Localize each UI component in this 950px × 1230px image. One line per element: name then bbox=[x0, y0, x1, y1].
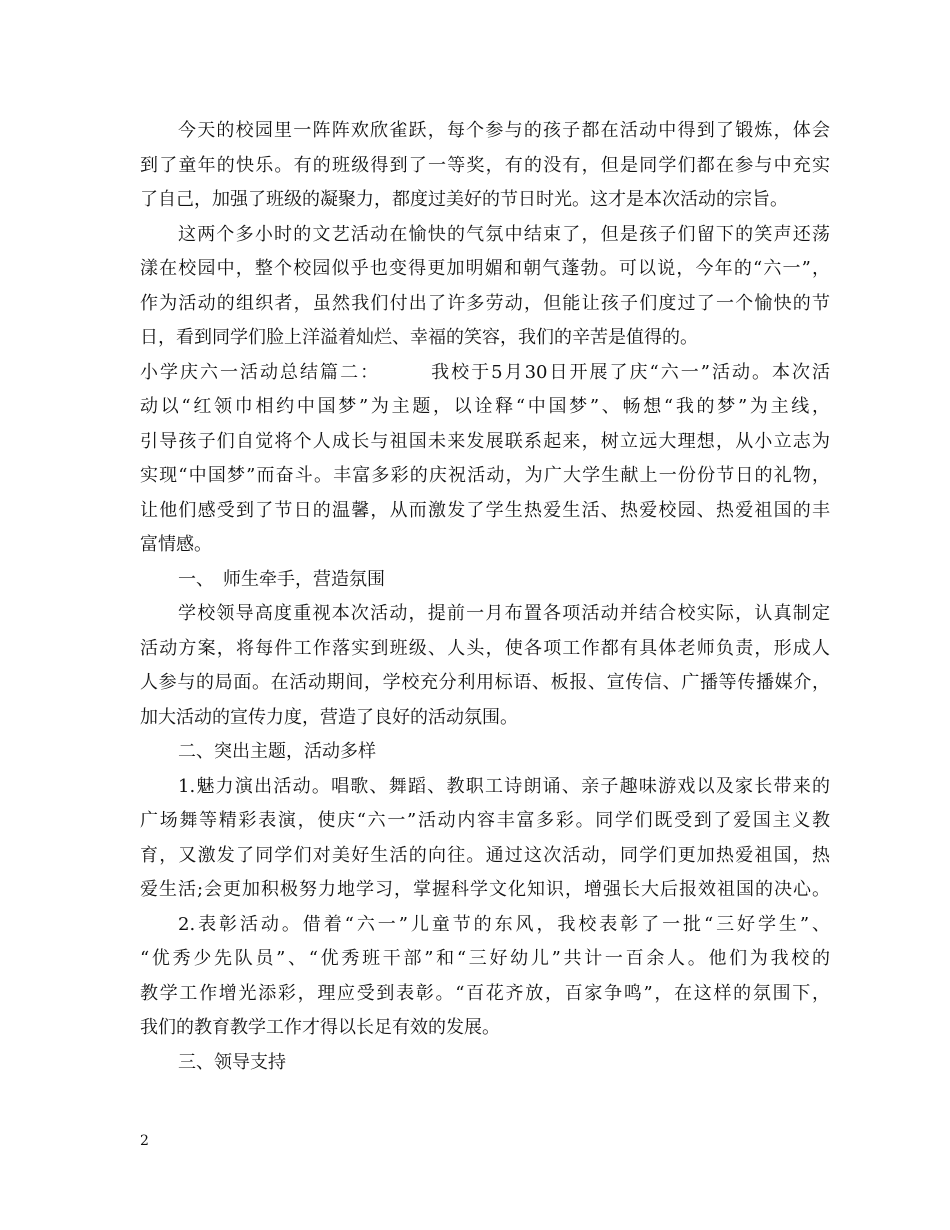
text-line: 活动方案，将每件工作落实到班级、人头，使各项工作都有具体老师负责，形成人 bbox=[140, 637, 830, 659]
text-line: 动以“红领巾相约中国梦”为主题，以诠释“中国梦”、畅想“我的梦”为主线， bbox=[140, 396, 830, 417]
text-line: 人参与的局面。在活动期间，学校充分利用标语、板报、宣传信、广播等传播媒介， bbox=[140, 672, 830, 693]
text-line: 漾在校园中，整个校园似乎也变得更加明媚和朝气蓬勃。可以说，今年的“六一”， bbox=[140, 258, 830, 279]
text-line: 这两个多小时的文艺活动在愉快的气氛中结束了，但是孩子们留下的笑声还荡 bbox=[178, 223, 830, 245]
text-line: 让他们感受到了节日的温馨，从而激发了学生热爱生活、热爱校园、热爱祖国的丰 bbox=[140, 499, 830, 521]
text-line: 一、 师生牵手，营造氛围 bbox=[178, 568, 385, 590]
text-line: 学校领导高度重视本次活动，提前一月布置各项活动并结合校实际，认真制定 bbox=[178, 603, 830, 624]
text-line: 广场舞等精彩表演，使庆“六一”活动内容丰富多彩。同学们既受到了爱国主义教 bbox=[140, 810, 830, 831]
text-line: 到了童年的快乐。有的班级得到了一等奖，有的没有，但是同学们都在参与中充实 bbox=[140, 154, 830, 176]
text-line: 日，看到同学们脸上洋溢着灿烂、幸福的笑容，我们的辛苦是值得的。 bbox=[140, 327, 698, 348]
text-line: 爱生活;会更加积极努力地学习，掌握科学文化知识，增强长大后报效祖国的决心。 bbox=[140, 879, 830, 900]
text-line: 2.表彰活动。借着“六一”儿童节的东风，我校表彰了一批“三好学生”、 bbox=[178, 913, 830, 935]
text-line: 加大活动的宣传力度，营造了良好的活动氛围。 bbox=[140, 706, 518, 728]
text-line: “优秀少先队员”、“优秀班干部”和“三好幼儿”共计一百余人。他们为我校的 bbox=[140, 948, 830, 969]
text-line: 二、突出主题，活动多样 bbox=[178, 741, 376, 762]
text-line: 三、领导支持 bbox=[178, 1051, 286, 1073]
document-body bbox=[140, 114, 830, 1080]
text-line: 引导孩子们自觉将个人成长与祖国未来发展联系起来，树立远大理想，从小立志为 bbox=[140, 430, 830, 452]
text-line: 1.魅力演出活动。唱歌、舞蹈、教职工诗朗诵、亲子趣味游戏以及家长带来的 bbox=[178, 775, 830, 797]
text-line: 了自己，加强了班级的凝聚力，都度过美好的节日时光。这才是本次活动的宗旨。 bbox=[140, 189, 788, 210]
page-number: 2 bbox=[140, 1133, 149, 1149]
text-line: 富情感。 bbox=[140, 534, 212, 555]
text-line: 我们的教育教学工作才得以长足有效的发展。 bbox=[140, 1017, 500, 1038]
text-line: 今天的校园里一阵阵欢欣雀跃，每个参与的孩子都在活动中得到了锻炼，体会 bbox=[178, 120, 830, 141]
text-line: 实现“中国梦”而奋斗。丰富多彩的庆祝活动，为广大学生献上一份份节日的礼物， bbox=[140, 465, 830, 486]
text-line: 作为活动的组织者，虽然我们付出了许多劳动，但能让孩子们度过了一个愉快的节 bbox=[140, 292, 830, 314]
text-line: 教学工作增光添彩，理应受到表彰。“百花齐放，百家争鸣”，在这样的氛围下， bbox=[140, 982, 830, 1004]
text-line: 育，又激发了同学们对美好生活的向往。通过这次活动，同学们更加热爱祖国，热 bbox=[140, 844, 830, 866]
text-line: 小学庆六一活动总结篇二： 我校于5月30日开展了庆“六一”活动。本次活 bbox=[140, 361, 830, 383]
